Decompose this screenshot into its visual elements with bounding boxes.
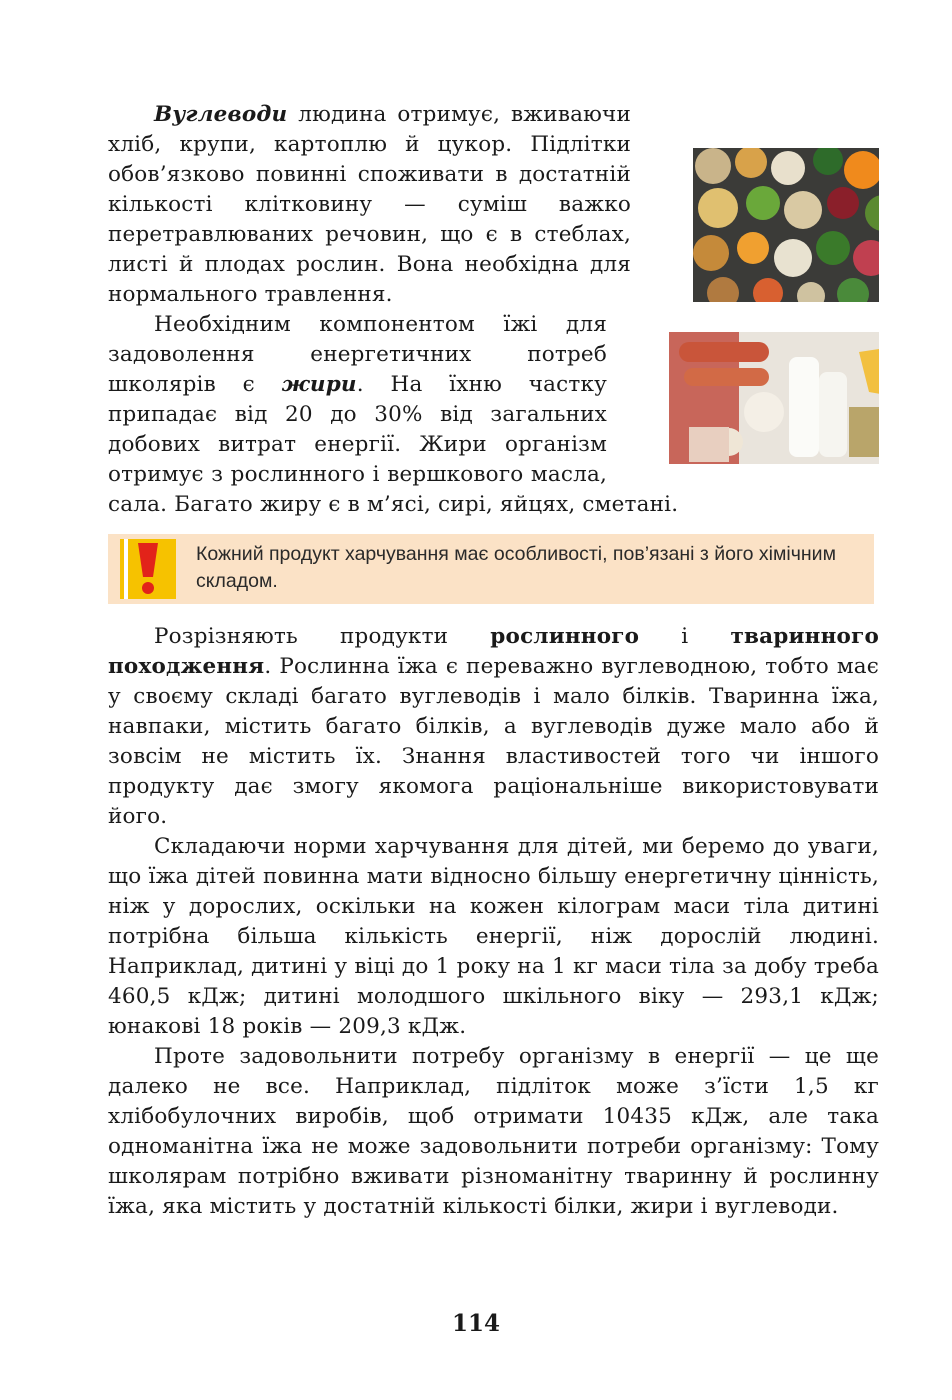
notice-text: Кожний продукт харчування має особливості, пов’язані з його хімічним складом. xyxy=(196,543,836,592)
paragraph-text: . На їхню частку припадає від 20 до 30% від загальних добових витрат енергії. Жири організм отримує з рослинного і вершкового масла, сала. Багато жиру є в м’ясі, сирі, яйцях, сметані. xyxy=(108,372,679,517)
paragraph-food-origin xyxy=(108,622,879,832)
paragraph-fats xyxy=(108,310,879,520)
plant-food-photo xyxy=(647,148,879,302)
paragraph-children-norms: Складаючи норми харчування для дітей, ми беремо до уваги, що їжа дітей повинна мати відносно більшу енергетичну цінність, ніж у дорослих, оскільки на кожен кілограм маси тіла дитині потрібна більша кількість енергії, ніж дорослій людині. Наприклад, дитині у віці до 1 року на 1 кг маси тіла за добу треба 460,5 кДж; дитині молодшого шкільного віку — 293,1 кДж; юнакові 18 років — 209,3 кДж. xyxy=(108,834,879,1039)
paragraph-text: і xyxy=(639,624,731,649)
bold-animal-origin: тваринного походження xyxy=(108,624,879,679)
paragraph-carbohydrates xyxy=(108,100,879,310)
paragraph-text: Розрізняють продукти xyxy=(154,624,491,649)
exclamation-icon xyxy=(120,539,176,599)
paragraph-text: людина отримує, вживаючи хліб, крупи, картоплю й цукор. Підлітки обов’язково повинні споживати в достатній кількості клітковину — суміш важко перетравлюваних речовин, що є в стеблах, листі й плодах рослин. Вона необхідна для нормального травлення. xyxy=(108,102,631,307)
paragraph-text: Необхідним компонентом їжі для задоволення енергетичних потреб школярів є xyxy=(108,312,607,397)
term-fats: жири xyxy=(281,372,357,397)
page-content xyxy=(108,100,879,1222)
page-number: 114 xyxy=(451,1310,500,1337)
notice-box xyxy=(108,534,874,604)
paragraph-text: . Рослинна їжа є переважно вуглеводною, тобто має у своєму складі багато вуглеводів і мало білків. Тваринна їжа, навпаки, містить багато білків, а вуглеводів дуже мало або й зовсім не містить їх. Знання властивостей того чи іншого продукту дає змогу якомога раціональніше використовувати його. xyxy=(108,654,879,829)
term-carbohydrates: Вуглеводи xyxy=(154,102,288,127)
bold-plant: рослинного xyxy=(490,624,640,649)
animal-food-photo xyxy=(623,332,879,464)
paragraph-variety: Проте задовольнити потребу організму в енергії — це ще далеко не все. Наприклад, підліток може з’їсти 1,5 кг хлібобулочних виробів, щоб отримати 10435 кДж, але така одноманітна їжа не може задовольнити потреби організму: Тому школярам потрібно вживати різноманітну тваринну й рослинну їжа, яка містить у достатній кількості білки, жири і вуглеводи. xyxy=(108,1044,879,1219)
